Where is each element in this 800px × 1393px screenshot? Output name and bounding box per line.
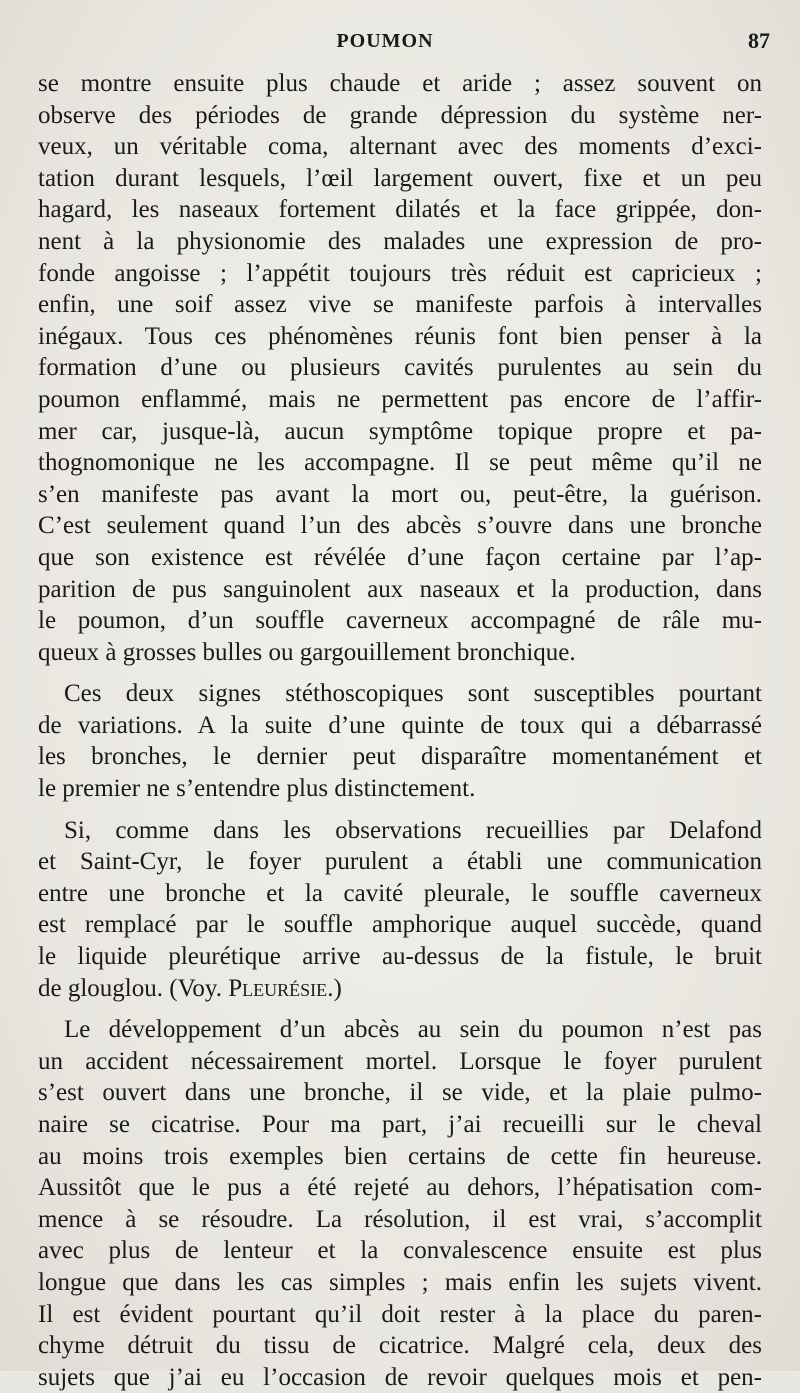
body-text: [38, 68, 762, 1393]
text-line: au moins trois exemples bien certains de cette fin heureuse.: [38, 1142, 762, 1170]
text-line: formation d’une ou plusieurs cavités purulentes au sein du: [38, 354, 762, 382]
text-line: longue que dans les cas simples ; mais enfin les sujets vivent.: [38, 1268, 762, 1296]
text-line: entre une bronche et la cavité pleurale, le souffle caverneux: [38, 879, 762, 907]
text-line: hagard, les naseaux fortement dilatés et la face grippée, don-: [38, 196, 762, 224]
text-line: Ces deux signes stéthoscopiques sont susceptibles pourtant: [64, 680, 762, 708]
text-line: le poumon, d’un souffle caverneux accompagné de râle mu-: [38, 607, 762, 635]
text-line: inégaux. Tous ces phénomènes réunis font bien penser à la: [38, 322, 762, 350]
text-line: est remplacé par le souffle amphorique auquel succède, quand: [38, 911, 762, 939]
paragraph-2: [38, 678, 762, 804]
text-line: nent à la physionomie des malades une expression de pro-: [38, 227, 762, 255]
text-line: C’est seulement quand l’un des abcès s’ouvre dans une bronche: [38, 512, 762, 540]
text-line: tation durant lesquels, l’œil largement ouvert, fixe et un peu: [38, 164, 762, 192]
text-line: le premier ne s’entendre plus distinctement.: [38, 775, 476, 803]
text-line: que son existence est révélée d’une façon certaine par l’ap-: [38, 543, 762, 571]
text-line: se montre ensuite plus chaude et aride ; assez souvent on: [38, 70, 762, 97]
running-header: [0, 28, 800, 58]
text-line: veux, un véritable coma, alternant avec des moments d’exci-: [38, 133, 762, 161]
text-line: s’est ouvert dans une bronche, il se vide, et la plaie pulmo-: [38, 1079, 762, 1107]
text-line: de glouglou. (Voy. Pleurésie.): [38, 974, 342, 1002]
paragraph-1: [38, 68, 762, 668]
page-number: 87: [748, 28, 770, 53]
text-line: chyme détruit du tissu de cicatrice. Malgré cela, deux des: [38, 1332, 762, 1360]
text-line: Il est évident pourtant qu’il doit rester à la place du paren-: [38, 1300, 762, 1328]
paragraph-3: [38, 815, 762, 1005]
text-line: avec plus de lenteur et la convalescence ensuite est plus: [38, 1237, 762, 1265]
text-line: thognomonique ne les accompagne. Il se peut même qu’il ne: [38, 449, 762, 477]
text-line: Aussitôt que le pus a été rejeté au dehors, l’hépatisation com-: [38, 1174, 762, 1202]
running-title: POUMON: [336, 30, 434, 52]
text-line: le liquide pleurétique arrive au-dessus de la fistule, le bruit: [38, 943, 762, 971]
text-line: sujets que j’ai eu l’occasion de revoir quelques mois et pen-: [38, 1363, 762, 1391]
text-line: un accident nécessairement mortel. Lorsque le foyer purulent: [38, 1047, 762, 1075]
text-line: les bronches, le dernier peut disparaître momentanément et: [38, 743, 762, 771]
text-line: Si, comme dans les observations recueillies par Delafond: [64, 816, 762, 844]
text-line: mer car, jusque-là, aucun symptôme topique propre et pa-: [38, 417, 762, 445]
paragraph-4: [38, 1014, 762, 1393]
text-line: mence à se résoudre. La résolution, il est vrai, s’accomplit: [38, 1205, 762, 1233]
text-line: poumon enflammé, mais ne permettent pas encore de l’affir-: [38, 385, 762, 413]
text-line: parition de pus sanguinolent aux naseaux et la production, dans: [38, 575, 762, 603]
text-line: naire se cicatrise. Pour ma part, j’ai recueilli sur le cheval: [38, 1111, 762, 1138]
text-line: fonde angoisse ; l’appétit toujours très réduit est capricieux ;: [38, 259, 762, 287]
text-line: de variations. A la suite d’une quinte de toux qui a débarrassé: [38, 711, 762, 739]
text-line: observe des périodes de grande dépression du système ner-: [38, 101, 762, 129]
text-line: Le développement d’un abcès au sein du poumon n’est pas: [64, 1016, 762, 1044]
text-line: s’en manifeste pas avant la mort ou, peut-être, la guérison.: [38, 480, 762, 508]
text-line: enfin, une soif assez vive se manifeste parfois à intervalles: [38, 291, 762, 319]
text-line: queux à grosses bulles ou gargouillement bronchique.: [38, 638, 576, 666]
text-line: et Saint-Cyr, le foyer purulent a établi une communication: [38, 848, 762, 876]
cross-reference: Pleurésie: [228, 974, 328, 1002]
